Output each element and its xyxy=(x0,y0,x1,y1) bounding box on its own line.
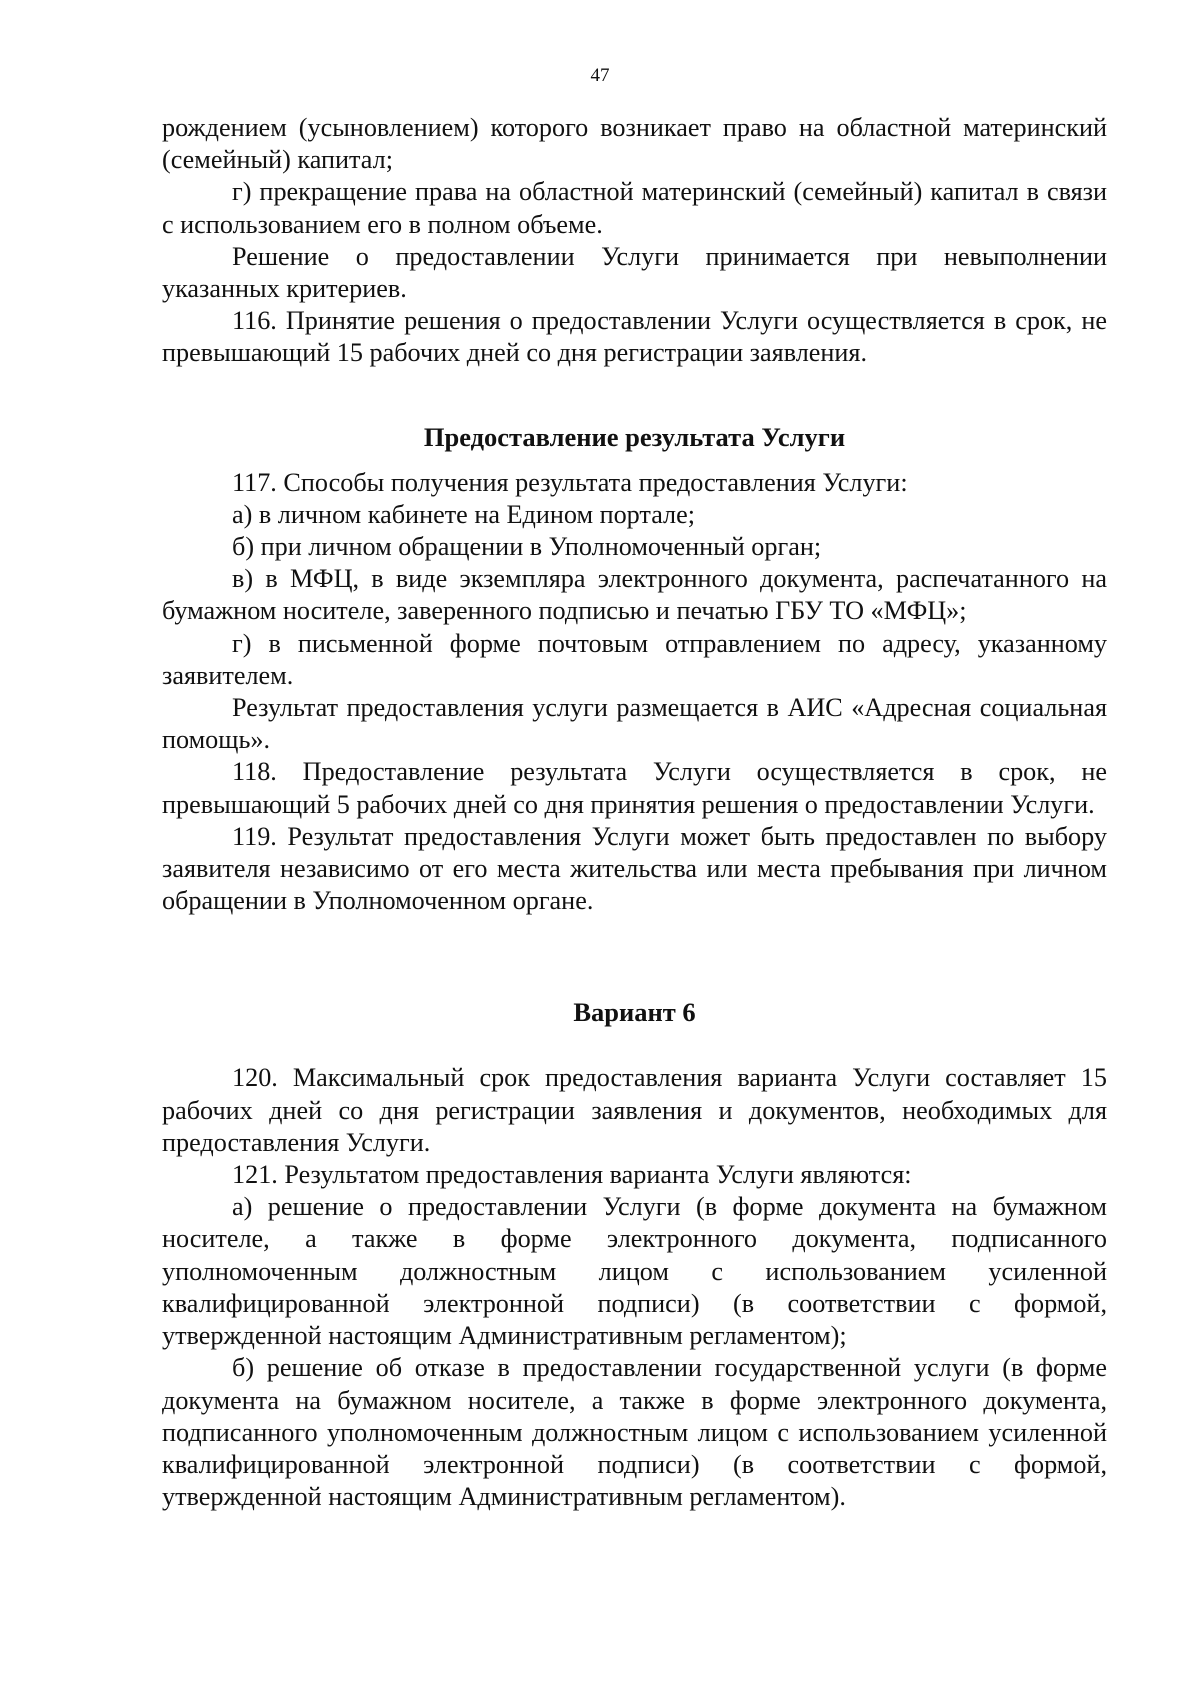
page-number: 47 xyxy=(590,65,610,86)
section-heading-result: Предоставление результата Услуги xyxy=(423,421,846,452)
paragraph-119: 119. Результат предоставления Услуги может быть предоставлен по выбору заявителя независимо от его места жительства или места пребывания при личном обращении в Уполномоченном органе. xyxy=(162,821,1107,916)
paragraph-118: 118. Предоставление результата Услуги осуществляется в срок, не превышающий 5 рабочих дней со дня принятия решения о предоставлении Услуги. xyxy=(162,757,1107,819)
paragraph-120: 120. Максимальный срок предоставления варианта Услуги составляет 15 рабочих дней со дня регистрации заявления и документов, необходимых для предоставления Услуги. xyxy=(162,1063,1107,1157)
section-heading-variant: Вариант 6 xyxy=(573,997,696,1028)
paragraph-item-g: г) прекращение права на областной материнский (семейный) капитал в связи с использованием его в полном объеме. xyxy=(162,177,1107,239)
paragraph-117-a: а) в личном кабинете на Едином портале; xyxy=(232,499,696,529)
paragraph-121-a: а) решение о предоставлении Услуги (в форме документа на бумажном носителе, а также в форме электронного документа, подписанного уполномоченным должностным лицом с использованием усиленной квалифицированной электронной подписи) (в соответствии с формой, утвержденной настоящим Административным регламентом); xyxy=(162,1192,1107,1351)
paragraph-117-g: г) в письменной форме почтовым отправлением по адресу, указанному заявителем. xyxy=(162,628,1107,690)
paragraph-121-b: б) решение об отказе в предоставлении государственной услуги (в форме документа на бумажном носителе, а также в форме электронного документа, подписанного уполномоченным должностным лицом с использованием усиленной квалифицированной электронной подписи) (в соответствии с формой, утвержденной настоящим Административным регламентом). xyxy=(162,1353,1107,1512)
paragraph-117-b: б) при личном обращении в Уполномоченный орган; xyxy=(232,532,822,562)
paragraph-result-ais: Результат предоставления услуги размещается в АИС «Адресная социальная помощь». xyxy=(162,693,1107,755)
paragraph-117: 117. Способы получения результата предоставления Услуги: xyxy=(232,467,908,497)
paragraph-decision: Решение о предоставлении Услуги принимается при невыполнении указанных критериев. xyxy=(162,241,1107,304)
document-body xyxy=(162,112,1107,1513)
paragraph-116: 116. Принятие решения о предоставлении Услуги осуществляется в срок, не превышающий 15 рабочих дней со дня регистрации заявления. xyxy=(162,306,1107,368)
paragraph-117-v: в) в МФЦ, в виде экземпляра электронного документа, распечатанного на бумажном носителе, заверенного подписью и печатью ГБУ ТО «МФЦ»; xyxy=(162,564,1107,626)
paragraph-121: 121. Результатом предоставления варианта Услуги являются: xyxy=(232,1160,912,1190)
paragraph-continuation: рождением (усыновлением) которого возникает право на областной материнский (семейный) капитал; xyxy=(162,113,1107,175)
